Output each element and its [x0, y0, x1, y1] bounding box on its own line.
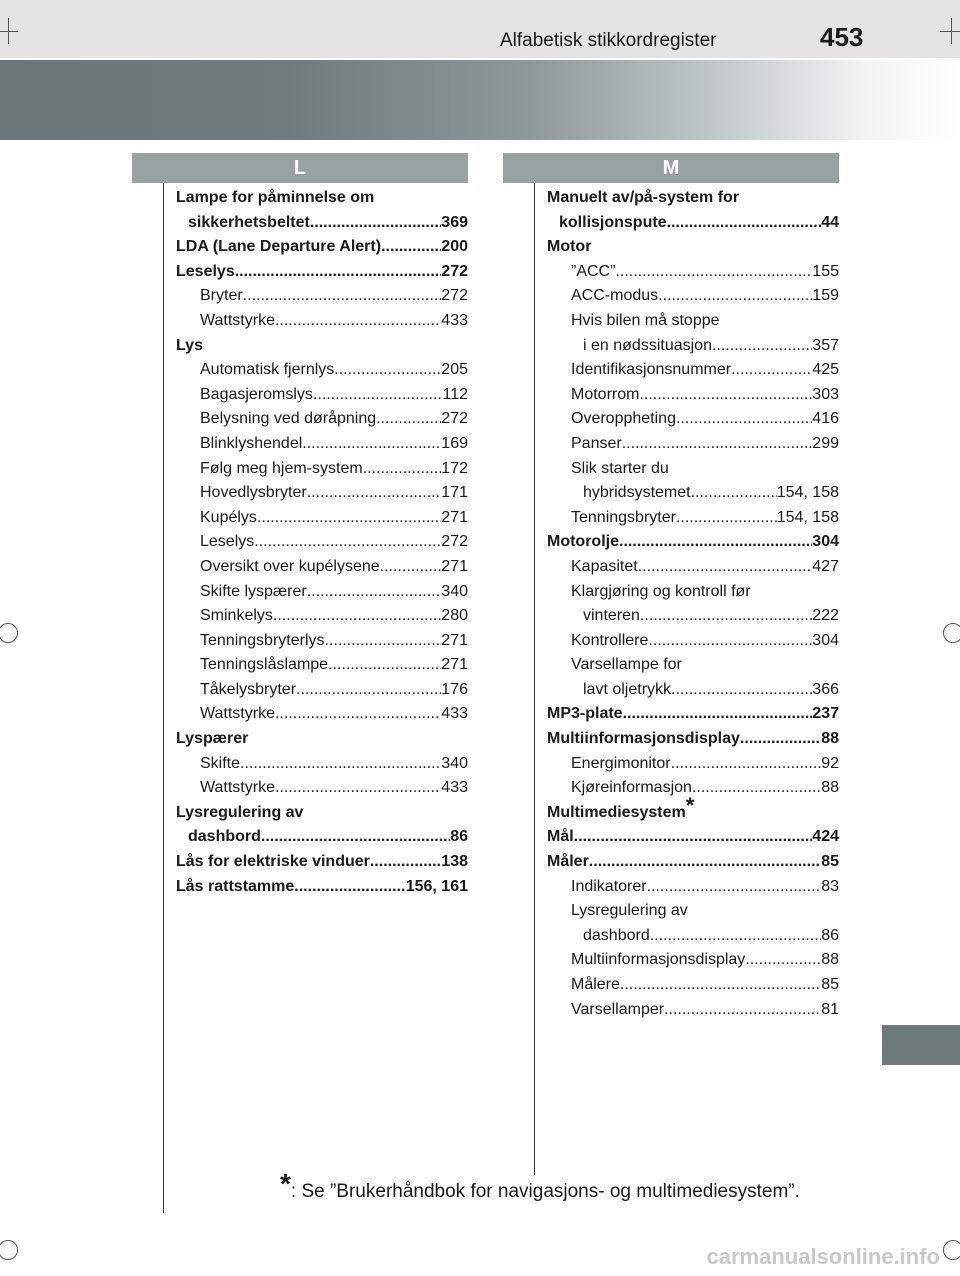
page-reference: 272	[441, 533, 468, 551]
page-reference: 171	[441, 484, 468, 502]
index-term: Oversikt over kupélysene	[200, 557, 380, 575]
page-reference: 369	[441, 213, 468, 231]
page-reference: 433	[441, 705, 468, 723]
page-reference: 271	[441, 557, 468, 575]
index-entry	[176, 555, 468, 580]
dot-leader	[334, 358, 441, 383]
index-term: lavt oljetrykk	[583, 680, 672, 698]
dot-leader	[273, 604, 441, 629]
page-reference: 304	[812, 533, 839, 551]
dot-leader	[647, 875, 822, 900]
dot-leader	[240, 752, 441, 777]
index-term: Multiinformasjonsdisplay	[547, 730, 740, 748]
dot-leader	[671, 678, 812, 703]
page-reference: 44	[821, 213, 839, 231]
page-reference: 303	[812, 385, 839, 403]
index-entry	[547, 973, 839, 998]
dot-leader	[376, 407, 441, 432]
index-heading	[176, 801, 468, 826]
dot-leader	[257, 506, 441, 531]
dot-leader	[692, 776, 821, 801]
index-term: Varsellamper	[571, 1000, 665, 1018]
index-entry	[547, 825, 839, 850]
header-bar	[0, 0, 960, 58]
index-entry	[547, 432, 839, 457]
dot-leader	[380, 555, 442, 580]
index-term: Blinklyshendel	[200, 434, 303, 452]
index-entry	[176, 530, 468, 555]
watermark: carmanualsonline.info	[706, 1244, 940, 1269]
page-reference: 357	[812, 336, 839, 354]
index-term: dashbord	[188, 828, 261, 846]
dot-leader	[363, 457, 442, 482]
index-term: Overoppheting	[571, 410, 676, 428]
index-entry	[176, 383, 468, 408]
index-entry	[176, 604, 468, 629]
index-entry	[176, 235, 468, 260]
page-reference: 154, 158	[776, 484, 839, 502]
column-rule-right	[534, 183, 535, 1175]
index-term: Lys	[176, 336, 203, 354]
dot-leader	[667, 211, 822, 236]
index-entry	[176, 580, 468, 605]
page-reference: 155	[812, 262, 839, 280]
index-entry	[176, 284, 468, 309]
page-reference: 159	[812, 287, 839, 305]
index-entry	[547, 506, 839, 531]
page-reference: 92	[821, 754, 839, 772]
dot-leader	[294, 875, 405, 900]
index-term: Wattstyrke	[200, 705, 275, 723]
index-term: Måler	[547, 853, 589, 871]
page-reference: 200	[441, 238, 468, 256]
index-term: Slik starter du	[571, 459, 669, 477]
index-term: Tenningsbryterlys	[200, 631, 325, 649]
index-term: Lysregulering av	[571, 902, 688, 920]
index-term: Lås rattstamme	[176, 877, 295, 895]
index-entry	[176, 875, 468, 900]
dot-leader	[589, 850, 821, 875]
index-term: Automatisk fjernlys	[200, 361, 335, 379]
index-term: Skifte	[200, 754, 241, 772]
page-reference: 88	[821, 951, 839, 969]
dot-leader	[639, 383, 812, 408]
dot-leader	[648, 629, 812, 654]
dot-leader	[574, 825, 813, 850]
index-entry	[547, 702, 839, 727]
page-reference: 112	[442, 385, 468, 403]
index-term: Målere	[571, 976, 620, 993]
index-entry	[547, 211, 839, 236]
dot-leader	[740, 727, 821, 752]
dot-leader	[676, 407, 812, 432]
decorative-gradient-band	[0, 60, 960, 140]
page-reference: 156, 161	[405, 877, 468, 895]
index-term: Identifikasjonsnummer	[571, 361, 732, 379]
dot-leader	[370, 850, 441, 875]
index-entry	[176, 850, 468, 875]
column-rule-left	[163, 183, 164, 1213]
page-reference: 169	[441, 434, 468, 452]
index-term: Manuelt av/på-system for	[547, 189, 740, 206]
index-term: Klargjøring og kontroll før	[571, 582, 751, 600]
page-reference: 304	[812, 631, 839, 649]
crop-mark	[0, 31, 18, 32]
index-term: MP3-plate	[547, 705, 623, 723]
index-entry	[176, 752, 468, 777]
index-term: Tåkelysbryter	[200, 680, 297, 698]
index-heading	[176, 334, 468, 359]
index-term: Lysregulering av	[176, 803, 304, 821]
index-term: Kontrollere	[571, 631, 649, 649]
index-term: Kjøreinformasjon	[571, 779, 692, 797]
index-entry	[176, 432, 468, 457]
index-term: Motorrom	[571, 385, 640, 403]
column-header-l: L	[132, 153, 468, 183]
index-heading	[547, 235, 839, 260]
index-entry	[547, 752, 839, 777]
index-term: Tenningsbryter	[571, 508, 676, 526]
page-reference: 85	[821, 976, 839, 993]
index-entry	[547, 629, 839, 654]
index-entry	[547, 604, 839, 629]
page-reference: 272	[441, 262, 468, 280]
index-term: Panser	[571, 434, 622, 452]
page-reference: 272	[441, 287, 468, 305]
index-entry	[547, 284, 839, 309]
index-term: Kapasitet	[571, 557, 638, 575]
index-term: Skifte lyspærer	[200, 582, 307, 600]
dot-leader	[638, 555, 813, 580]
index-term: ”ACC”	[571, 262, 616, 280]
index-entry	[176, 407, 468, 432]
index-term: vinteren	[583, 607, 640, 625]
dot-leader	[676, 506, 777, 531]
page-reference: 271	[441, 631, 468, 649]
dot-leader	[235, 260, 442, 285]
index-term: Belysning ved døråpning	[200, 410, 377, 428]
index-entry	[547, 727, 839, 752]
dot-leader	[302, 432, 441, 457]
index-column-m	[547, 186, 839, 1022]
index-term: Mål	[547, 828, 574, 846]
dot-leader	[313, 383, 443, 408]
page-reference: 81	[821, 1000, 839, 1018]
footnote-asterisk: *	[280, 1168, 291, 1199]
index-entry	[547, 998, 839, 1023]
dot-leader	[664, 998, 821, 1023]
index-entry	[547, 924, 839, 949]
index-entry	[547, 260, 839, 285]
index-entry	[547, 850, 839, 875]
index-entry	[547, 334, 839, 359]
page-reference: 427	[812, 557, 839, 575]
index-term: dashbord	[583, 926, 650, 944]
index-term: Følg meg hjem-system	[200, 459, 363, 477]
index-entry	[176, 506, 468, 531]
page-reference: 154, 158	[776, 508, 839, 526]
dot-leader	[650, 924, 821, 949]
index-term: Hovedlysbryter	[200, 484, 307, 502]
index-heading	[547, 457, 839, 482]
index-entry	[176, 678, 468, 703]
dot-leader	[296, 678, 441, 703]
index-entry	[176, 776, 468, 801]
page-reference: 340	[441, 754, 468, 772]
dot-leader	[254, 530, 441, 555]
dot-leader	[243, 284, 442, 309]
index-term: Lampe for påminnelse om	[176, 189, 375, 206]
dot-leader	[307, 481, 442, 506]
dot-leader	[671, 752, 822, 777]
page-reference: 271	[441, 656, 468, 674]
page-number: 453	[820, 22, 864, 52]
index-entry	[176, 358, 468, 383]
crop-mark	[940, 31, 960, 32]
index-entry	[176, 260, 468, 285]
index-term: Multiinformasjonsdisplay	[571, 951, 746, 969]
dot-leader	[325, 629, 442, 654]
index-term: LDA (Lane Departure Alert)	[176, 238, 382, 256]
asterisk-mark: *	[685, 792, 695, 818]
index-term: i en nødssituasjon	[583, 336, 712, 354]
index-entry	[547, 948, 839, 973]
index-term: Indikatorer	[571, 877, 647, 895]
index-term: Motorolje	[547, 533, 619, 551]
index-heading	[176, 186, 468, 211]
index-term: Hvis bilen må stoppe	[571, 311, 720, 329]
page-reference: 299	[812, 434, 839, 452]
index-entry	[547, 875, 839, 900]
column-header-m: M	[503, 153, 839, 183]
page-reference: 86	[821, 926, 839, 944]
page-reference: 280	[441, 607, 468, 625]
index-entry	[176, 653, 468, 678]
dot-leader	[640, 604, 812, 629]
dot-leader	[691, 481, 777, 506]
section-thumb-tab	[882, 1025, 960, 1065]
dot-leader	[745, 948, 821, 973]
index-term: Energimonitor	[571, 754, 671, 772]
index-heading	[547, 899, 839, 924]
index-term: Wattstyrke	[200, 311, 275, 329]
index-entry	[176, 629, 468, 654]
index-term: Varsellampe for	[571, 656, 682, 674]
index-term: Wattstyrke	[200, 779, 275, 797]
index-entry	[547, 530, 839, 555]
index-entry	[547, 678, 839, 703]
page-reference: 433	[441, 779, 468, 797]
index-term: Bagasjeromslys	[200, 385, 313, 403]
index-term: Multimediesystem	[547, 803, 686, 821]
dot-leader	[328, 653, 441, 678]
index-term: Motor	[547, 238, 592, 256]
dot-leader	[712, 334, 812, 359]
index-entry	[547, 358, 839, 383]
dot-leader	[619, 530, 812, 555]
index-entry	[176, 825, 468, 850]
index-term: Bryter	[200, 287, 243, 305]
index-entry	[547, 481, 839, 506]
index-entry	[547, 555, 839, 580]
index-heading	[547, 580, 839, 605]
crop-circle-mark	[943, 1240, 960, 1260]
index-term: Leselys	[176, 262, 235, 280]
page-reference: 85	[821, 853, 839, 871]
index-entry	[547, 407, 839, 432]
dot-leader	[307, 580, 442, 605]
index-heading	[547, 653, 839, 678]
page-reference: 172	[441, 459, 468, 477]
index-entry	[176, 457, 468, 482]
dot-leader	[275, 702, 441, 727]
index-heading	[547, 309, 839, 334]
page-reference: 272	[441, 410, 468, 428]
index-entry	[176, 702, 468, 727]
dot-leader	[620, 973, 821, 998]
index-heading	[547, 186, 839, 211]
dot-leader	[658, 284, 812, 309]
index-term: ACC-modus	[571, 287, 659, 305]
index-term: Lås for elektriske vinduer	[176, 853, 370, 871]
page-reference: 83	[821, 877, 839, 895]
index-entry	[176, 211, 468, 236]
page-reference: 176	[441, 680, 468, 698]
index-heading	[547, 792, 839, 826]
index-term: kollisjonspute	[559, 213, 667, 231]
crop-circle-mark	[943, 623, 960, 643]
index-term: Tenningslåslampe	[200, 656, 329, 674]
page-reference: 424	[812, 828, 839, 846]
page-reference: 222	[812, 607, 839, 625]
page-reference: 88	[821, 730, 839, 748]
page-reference: 138	[441, 853, 468, 871]
index-entry	[176, 481, 468, 506]
dot-leader	[381, 235, 441, 260]
page-reference: 416	[812, 410, 839, 428]
index-term: Leselys	[200, 533, 255, 551]
dot-leader	[275, 309, 441, 334]
dot-leader	[622, 432, 813, 457]
footnote	[280, 1168, 800, 1204]
crop-mark	[951, 18, 952, 44]
crop-circle-mark	[0, 623, 18, 643]
page-reference: 433	[441, 311, 468, 329]
page-reference: 366	[812, 680, 839, 698]
footnote-text: : Se ”Brukerhåndbok for navigasjons- og multimediesystem”.	[290, 1181, 800, 1202]
dot-leader	[310, 211, 441, 236]
page-reference: 425	[812, 361, 839, 379]
index-term: Sminkelys	[200, 607, 273, 625]
index-term: Kupélys	[200, 508, 257, 526]
dot-leader	[275, 776, 441, 801]
dot-leader	[731, 358, 812, 383]
page-reference: 88	[821, 779, 839, 797]
index-entry	[176, 309, 468, 334]
page-reference: 237	[812, 705, 839, 723]
page-reference: 205	[441, 361, 468, 379]
index-term: Lyspærer	[176, 730, 249, 748]
index-term: sikkerhetsbeltet	[188, 213, 310, 231]
index-term: hybridsystemet	[583, 484, 691, 502]
index-heading	[176, 727, 468, 752]
index-entry	[547, 383, 839, 408]
dot-leader	[623, 702, 813, 727]
dot-leader	[615, 260, 812, 285]
crop-mark	[8, 18, 9, 44]
dot-leader	[261, 825, 450, 850]
page-reference: 86	[450, 828, 468, 846]
page-reference: 340	[441, 582, 468, 600]
page-reference: 271	[441, 508, 468, 526]
crop-circle-mark	[0, 1240, 18, 1260]
index-column-l	[176, 186, 468, 899]
page-header-title: Alfabetisk stikkordregister	[500, 30, 717, 51]
